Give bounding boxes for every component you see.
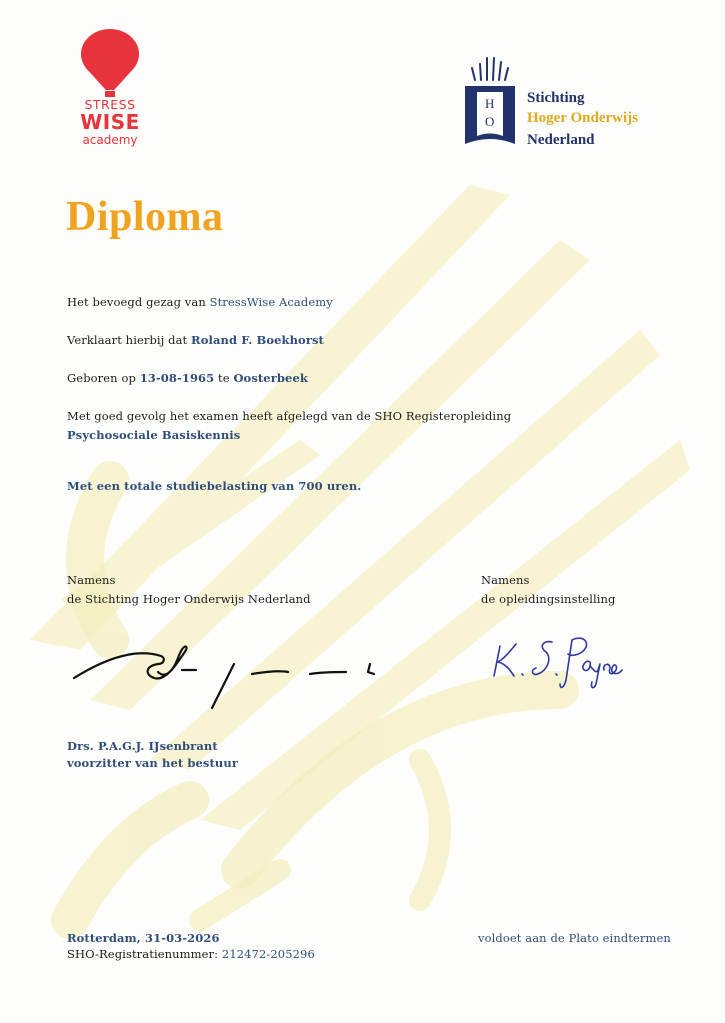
diploma-title: Diploma <box>66 194 224 240</box>
registration-label: SHO-Registratienummer: <box>67 947 219 961</box>
birth-mid: te <box>218 371 230 385</box>
footer-plato: voldoet aan de Plato eindtermen <box>478 931 671 945</box>
institution-name: StressWise Academy <box>209 295 333 309</box>
body-line-name <box>67 333 324 347</box>
logo-wise-text: WISE <box>80 110 140 134</box>
logo-academy-text: academy <box>82 133 138 147</box>
right-signature-image <box>486 630 626 696</box>
sho-logo <box>463 52 663 152</box>
birth-date: 13-08-1965 <box>139 371 215 385</box>
left-signer-name: Drs. P.A.G.J. IJsenbrant <box>67 739 218 753</box>
left-signature-image <box>66 628 386 712</box>
course-name: Psychosociale Basiskennis <box>67 428 241 442</box>
institution-prefix: Het bevoegd gezag van <box>67 295 206 309</box>
body-line-institution <box>67 295 333 309</box>
sho-logo-line3: Nederland <box>527 132 595 148</box>
registration-number: 212472-205296 <box>221 947 315 961</box>
right-sign-label1: Namens <box>481 573 530 587</box>
sho-emblem-letter-h: H <box>485 96 495 111</box>
name-prefix: Verklaart hierbij dat <box>67 333 188 347</box>
right-sign-label2: de opleidingsinstelling <box>481 592 616 606</box>
body-line-birth <box>67 371 308 385</box>
left-sign-label2: de Stichting Hoger Onderwijs Nederland <box>67 592 311 606</box>
sho-emblem-letter-o: O <box>485 114 495 129</box>
birth-prefix: Geboren op <box>67 371 136 385</box>
body-line-exam: Met goed gevolg het examen heeft afgelegd van de SHO Registeropleiding <box>67 409 512 423</box>
sho-logo-line1: Stichting <box>527 90 585 106</box>
left-signer-role: voorzitter van het bestuur <box>67 756 239 770</box>
balloon-icon <box>64 28 156 98</box>
sho-logo-line2: Hoger Onderwijs <box>527 110 638 126</box>
study-load: Met een totale studiebelasting van 700 uren. <box>67 479 362 493</box>
birth-place: Oosterbeek <box>233 371 308 385</box>
student-name: Roland F. Boekhorst <box>191 333 324 347</box>
footer-place-date: Rotterdam, 31-03-2026 <box>67 931 220 945</box>
logo-stress-text: STRESS <box>84 97 136 112</box>
stresswise-logo <box>64 28 156 152</box>
footer-registration <box>67 947 315 961</box>
left-sign-label1: Namens <box>67 573 116 587</box>
